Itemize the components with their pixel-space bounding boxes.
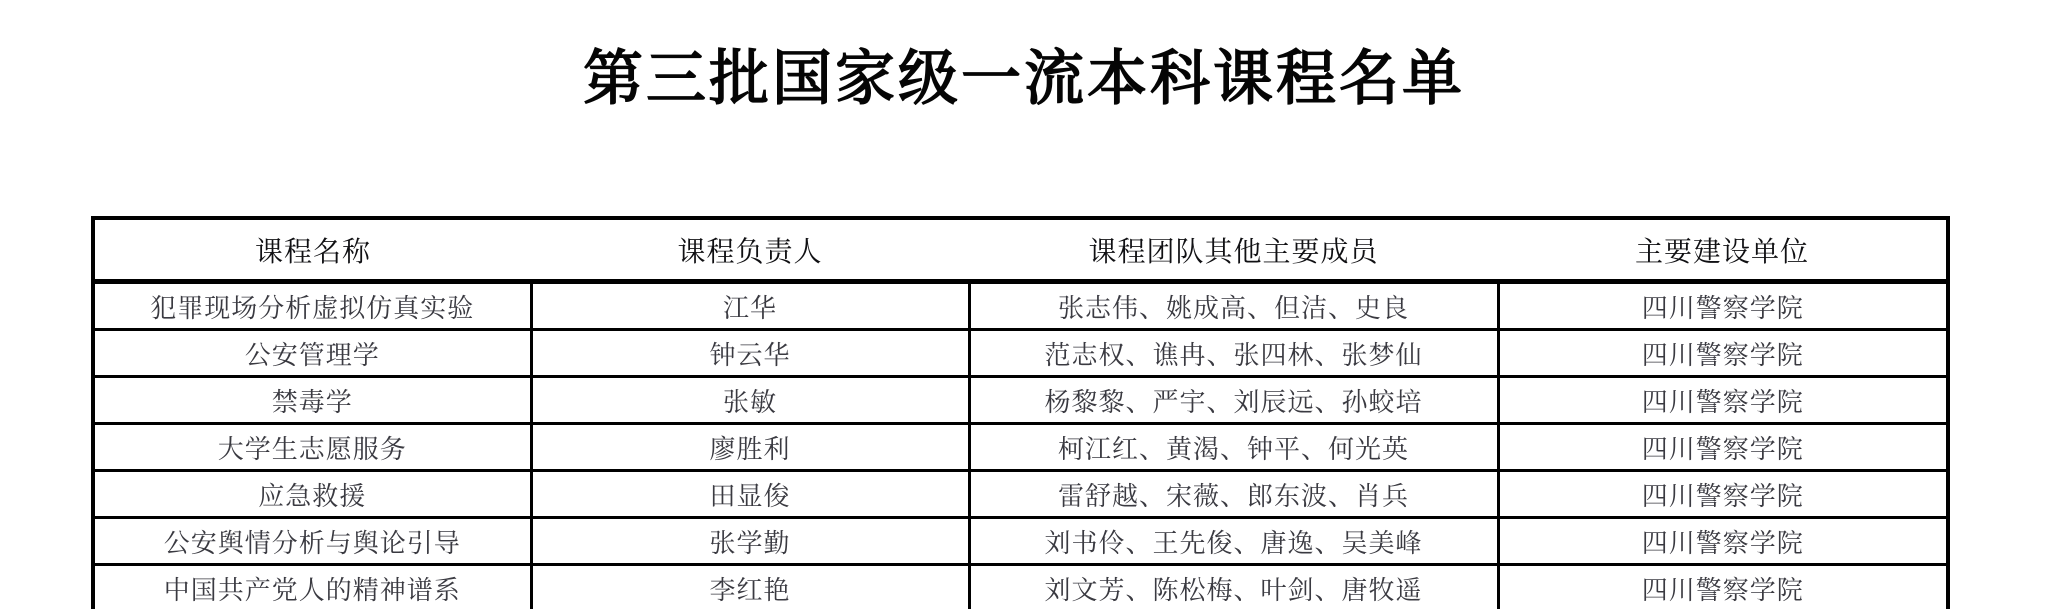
unit-cell: 四川警察学院 bbox=[1498, 565, 1948, 609]
column-header-unit: 主要建设单位 bbox=[1498, 218, 1948, 282]
table-row bbox=[93, 565, 1948, 609]
members-cell: 刘文芳、陈松梅、叶剑、唐牧遥 bbox=[969, 565, 1498, 609]
members-cell: 刘书伶、王先俊、唐逸、吴美峰 bbox=[969, 518, 1498, 565]
members-cell: 雷舒越、宋薇、郎东波、肖兵 bbox=[969, 471, 1498, 518]
course-name-cell: 禁毒学 bbox=[93, 377, 531, 424]
leader-cell: 李红艳 bbox=[531, 565, 969, 609]
course-name-cell: 大学生志愿服务 bbox=[93, 424, 531, 471]
table-row bbox=[93, 330, 1948, 377]
column-header-members: 课程团队其他主要成员 bbox=[969, 218, 1498, 282]
course-name-cell: 公安舆情分析与舆论引导 bbox=[93, 518, 531, 565]
table-row bbox=[93, 424, 1948, 471]
courses-table bbox=[91, 216, 1950, 609]
leader-cell: 张学勤 bbox=[531, 518, 969, 565]
course-name-cell: 中国共产党人的精神谱系 bbox=[93, 565, 531, 609]
unit-cell: 四川警察学院 bbox=[1498, 377, 1948, 424]
leader-cell: 江华 bbox=[531, 282, 969, 330]
unit-cell: 四川警察学院 bbox=[1498, 330, 1948, 377]
members-cell: 范志权、谯冉、张四林、张梦仙 bbox=[969, 330, 1498, 377]
leader-cell: 钟云华 bbox=[531, 330, 969, 377]
page-title: 第三批国家级一流本科课程名单 bbox=[583, 46, 1465, 112]
table-row bbox=[93, 518, 1948, 565]
members-cell: 杨黎黎、严宇、刘辰远、孙蛟培 bbox=[969, 377, 1498, 424]
column-header-course: 课程名称 bbox=[93, 218, 531, 282]
unit-cell: 四川警察学院 bbox=[1498, 424, 1948, 471]
leader-cell: 田显俊 bbox=[531, 471, 969, 518]
table-header-row bbox=[93, 218, 1948, 282]
table-row bbox=[93, 471, 1948, 518]
course-name-cell: 公安管理学 bbox=[93, 330, 531, 377]
members-cell: 张志伟、姚成高、但洁、史良 bbox=[969, 282, 1498, 330]
leader-cell: 廖胜利 bbox=[531, 424, 969, 471]
unit-cell: 四川警察学院 bbox=[1498, 471, 1948, 518]
column-header-leader: 课程负责人 bbox=[531, 218, 969, 282]
unit-cell: 四川警察学院 bbox=[1498, 282, 1948, 330]
table-row bbox=[93, 377, 1948, 424]
members-cell: 柯江红、黄渴、钟平、何光英 bbox=[969, 424, 1498, 471]
leader-cell: 张敏 bbox=[531, 377, 969, 424]
course-name-cell: 犯罪现场分析虚拟仿真实验 bbox=[93, 282, 531, 330]
table-row bbox=[93, 282, 1948, 330]
course-name-cell: 应急救援 bbox=[93, 471, 531, 518]
unit-cell: 四川警察学院 bbox=[1498, 518, 1948, 565]
